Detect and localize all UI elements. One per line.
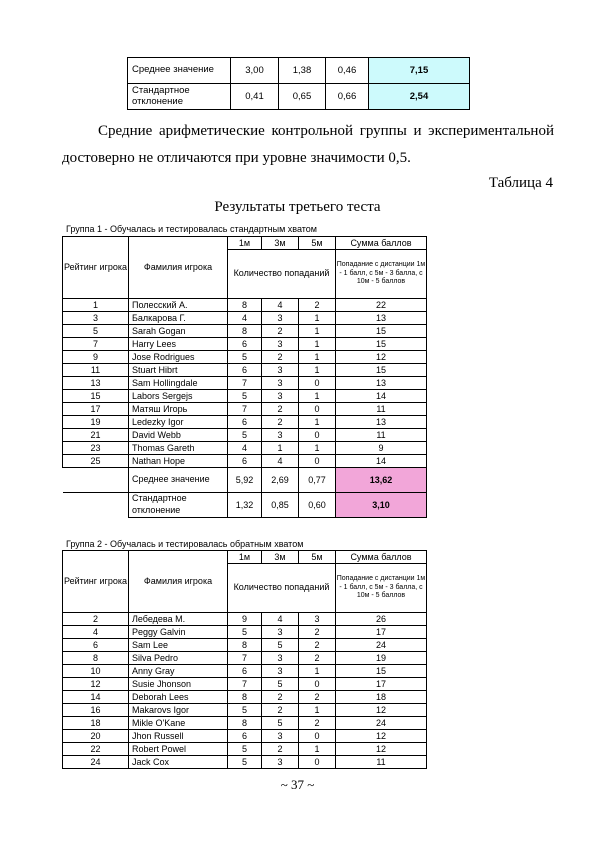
- table-row: [63, 416, 427, 429]
- header-1m: 1м: [228, 237, 262, 250]
- hits-1m-cell: 5: [228, 390, 262, 403]
- player-name-cell: Ledezky Igor: [129, 416, 228, 429]
- rank-cell: 10: [63, 665, 129, 678]
- header-hits: Количество попаданий: [228, 250, 336, 299]
- header-rank: Рейтинг игрока: [63, 551, 129, 613]
- hits-5m-cell: 1: [299, 442, 336, 455]
- hits-1m-cell: 9: [228, 613, 262, 626]
- header-sum: Сумма баллов: [336, 237, 427, 250]
- hits-1m-cell: 6: [228, 665, 262, 678]
- table-row: [63, 743, 427, 756]
- hits-3m-cell: 3: [262, 756, 299, 769]
- group2-title: Группа 2 - Обучалась и тестировалась обратным хватом: [66, 539, 304, 549]
- hits-1m-cell: 6: [228, 416, 262, 429]
- hits-3m-cell: 4: [262, 455, 299, 468]
- header-3m: 3м: [262, 551, 299, 564]
- rank-cell: 6: [63, 639, 129, 652]
- hits-1m-cell: 6: [228, 364, 262, 377]
- hits-1m-cell: 4: [228, 312, 262, 325]
- player-name-cell: Полесский А.: [129, 299, 228, 312]
- hits-5m-cell: 2: [299, 299, 336, 312]
- hits-3m-cell: 4: [262, 299, 299, 312]
- sum-cell: 12: [336, 351, 427, 364]
- hits-5m-cell: 1: [299, 312, 336, 325]
- rank-cell: 18: [63, 717, 129, 730]
- hits-1m-cell: 5: [228, 626, 262, 639]
- rank-cell: 22: [63, 743, 129, 756]
- hits-3m-cell: 1: [262, 442, 299, 455]
- sum-cell: 12: [336, 704, 427, 717]
- group1-title: Группа 1 - Обучалась и тестировалась стандартным хватом: [66, 224, 317, 234]
- sum-cell: 12: [336, 743, 427, 756]
- hits-3m-cell: 3: [262, 730, 299, 743]
- hits-1m-cell: 5: [228, 351, 262, 364]
- sum-cell: 26: [336, 613, 427, 626]
- rank-cell: 8: [63, 652, 129, 665]
- header-row-distances: [63, 237, 427, 250]
- hits-3m-cell: 3: [262, 312, 299, 325]
- rank-cell: 16: [63, 704, 129, 717]
- stats-1m: 1,32: [228, 493, 262, 518]
- table-row: [63, 639, 427, 652]
- rank-cell: 19: [63, 416, 129, 429]
- hits-3m-cell: 2: [262, 351, 299, 364]
- hits-5m-cell: 1: [299, 416, 336, 429]
- player-name-cell: Sam Hollingdale: [129, 377, 228, 390]
- summary-label: Среднее значение: [128, 58, 231, 84]
- table-row: [63, 429, 427, 442]
- hits-5m-cell: 0: [299, 455, 336, 468]
- table-caption: Результаты третьего теста: [214, 199, 381, 215]
- hits-3m-cell: 5: [262, 639, 299, 652]
- stats-3m: 0,85: [262, 493, 299, 518]
- stats-1m: 5,92: [228, 468, 262, 493]
- table-row: [63, 730, 427, 743]
- table-row: [63, 312, 427, 325]
- hits-1m-cell: 7: [228, 652, 262, 665]
- hits-5m-cell: 1: [299, 704, 336, 717]
- stats-row: [63, 468, 427, 493]
- hits-3m-cell: 2: [262, 416, 299, 429]
- sum-cell: 19: [336, 652, 427, 665]
- hits-3m-cell: 5: [262, 678, 299, 691]
- player-name-cell: Stuart Hibrt: [129, 364, 228, 377]
- summary-total: 2,54: [369, 84, 470, 110]
- header-sum: Сумма баллов: [336, 551, 427, 564]
- header-5m: 5м: [299, 551, 336, 564]
- stats-5m: 0,60: [299, 493, 336, 518]
- rank-cell: 2: [63, 613, 129, 626]
- hits-3m-cell: 2: [262, 325, 299, 338]
- hits-5m-cell: 1: [299, 665, 336, 678]
- rank-cell: 25: [63, 455, 129, 468]
- player-name-cell: Peggy Galvin: [129, 626, 228, 639]
- rank-cell: 4: [63, 626, 129, 639]
- hits-5m-cell: 0: [299, 756, 336, 769]
- header-rank: Рейтинг игрока: [63, 237, 129, 299]
- hits-5m-cell: 3: [299, 613, 336, 626]
- hits-3m-cell: 5: [262, 717, 299, 730]
- player-name-cell: Makarovs Igor: [129, 704, 228, 717]
- page-number: ~ 37 ~: [280, 777, 315, 792]
- summary-value-5m: 0,46: [326, 58, 369, 84]
- table-row: [63, 390, 427, 403]
- hits-5m-cell: 0: [299, 429, 336, 442]
- hits-5m-cell: 2: [299, 717, 336, 730]
- summary-total: 7,15: [369, 58, 470, 84]
- player-name-cell: Лебедева М.: [129, 613, 228, 626]
- header-hits: Количество попаданий: [228, 564, 336, 613]
- hits-1m-cell: 5: [228, 429, 262, 442]
- hits-1m-cell: 6: [228, 730, 262, 743]
- sum-cell: 15: [336, 325, 427, 338]
- hits-1m-cell: 8: [228, 691, 262, 704]
- hits-1m-cell: 5: [228, 743, 262, 756]
- hits-5m-cell: 1: [299, 743, 336, 756]
- hits-3m-cell: 3: [262, 390, 299, 403]
- paragraph-line-2: достоверно не отличаются при уровне значимости 0,5.: [62, 150, 411, 166]
- table-row: [63, 299, 427, 312]
- rank-cell: 5: [63, 325, 129, 338]
- player-name-cell: Jack Cox: [129, 756, 228, 769]
- header-1m: 1м: [228, 551, 262, 564]
- summary-label: Стандартное отклонение: [128, 84, 231, 110]
- sum-cell: 17: [336, 678, 427, 691]
- sum-cell: 13: [336, 377, 427, 390]
- summary-value-1m: 3,00: [231, 58, 279, 84]
- hits-3m-cell: 2: [262, 704, 299, 717]
- sum-cell: 24: [336, 639, 427, 652]
- summary-table: [127, 57, 470, 110]
- table-row: [63, 665, 427, 678]
- player-name-cell: Mikle O'Kane: [129, 717, 228, 730]
- player-name-cell: Nathan Hope: [129, 455, 228, 468]
- summary-row: [128, 84, 470, 110]
- rank-cell: 12: [63, 678, 129, 691]
- stats-5m: 0,77: [299, 468, 336, 493]
- hits-5m-cell: 2: [299, 626, 336, 639]
- hits-5m-cell: 0: [299, 730, 336, 743]
- hits-5m-cell: 2: [299, 639, 336, 652]
- summary-value-3m: 0,65: [279, 84, 326, 110]
- hits-1m-cell: 5: [228, 704, 262, 717]
- player-name-cell: Jhon Russell: [129, 730, 228, 743]
- stats-label: Стандартное отклонение: [129, 493, 228, 518]
- hits-1m-cell: 6: [228, 338, 262, 351]
- hits-3m-cell: 3: [262, 338, 299, 351]
- rank-cell: 20: [63, 730, 129, 743]
- table-row: [63, 717, 427, 730]
- rank-cell: 13: [63, 377, 129, 390]
- player-name-cell: Матяш Игорь: [129, 403, 228, 416]
- hits-5m-cell: 0: [299, 678, 336, 691]
- sum-cell: 11: [336, 756, 427, 769]
- header-scoring: Попадание с дистанции 1м - 1 балл, с 5м - 3 балла, с 10м - 5 баллов: [336, 564, 427, 613]
- hits-1m-cell: 6: [228, 455, 262, 468]
- stats-label: Среднее значение: [129, 468, 228, 493]
- table-row: [63, 613, 427, 626]
- hits-5m-cell: 1: [299, 351, 336, 364]
- sum-cell: 24: [336, 717, 427, 730]
- stats-row: [63, 493, 427, 518]
- hits-1m-cell: 8: [228, 639, 262, 652]
- rank-cell: 3: [63, 312, 129, 325]
- hits-5m-cell: 1: [299, 325, 336, 338]
- header-5m: 5м: [299, 237, 336, 250]
- sum-cell: 14: [336, 390, 427, 403]
- rank-cell: 1: [63, 299, 129, 312]
- table-row: [63, 626, 427, 639]
- header-name: Фамилия игрока: [129, 237, 228, 299]
- hits-3m-cell: 2: [262, 743, 299, 756]
- sum-cell: 14: [336, 455, 427, 468]
- sum-cell: 11: [336, 429, 427, 442]
- player-name-cell: Jose Rodrigues: [129, 351, 228, 364]
- hits-5m-cell: 2: [299, 652, 336, 665]
- sum-cell: 12: [336, 730, 427, 743]
- hits-3m-cell: 2: [262, 691, 299, 704]
- sum-cell: 18: [336, 691, 427, 704]
- hits-5m-cell: 1: [299, 390, 336, 403]
- hits-1m-cell: 7: [228, 403, 262, 416]
- group1-table: [62, 236, 427, 518]
- hits-5m-cell: 0: [299, 377, 336, 390]
- sum-cell: 15: [336, 338, 427, 351]
- hits-1m-cell: 5: [228, 756, 262, 769]
- rank-cell: 17: [63, 403, 129, 416]
- table-row: [63, 442, 427, 455]
- stats-sum: 3,10: [336, 493, 427, 518]
- sum-cell: 11: [336, 403, 427, 416]
- hits-1m-cell: 7: [228, 377, 262, 390]
- table-row: [63, 338, 427, 351]
- rank-cell: 24: [63, 756, 129, 769]
- stats-3m: 2,69: [262, 468, 299, 493]
- player-name-cell: David Webb: [129, 429, 228, 442]
- player-name-cell: Robert Powel: [129, 743, 228, 756]
- empty-cell: [63, 493, 129, 518]
- player-name-cell: Балкарова Г.: [129, 312, 228, 325]
- hits-3m-cell: 3: [262, 429, 299, 442]
- summary-row: [128, 58, 470, 84]
- sum-cell: 15: [336, 665, 427, 678]
- hits-5m-cell: 1: [299, 364, 336, 377]
- table-row: [63, 403, 427, 416]
- player-name-cell: Silva Pedro: [129, 652, 228, 665]
- hits-1m-cell: 7: [228, 678, 262, 691]
- rank-cell: 11: [63, 364, 129, 377]
- rank-cell: 23: [63, 442, 129, 455]
- table-row: [63, 756, 427, 769]
- player-name-cell: Labors Sergejs: [129, 390, 228, 403]
- player-name-cell: Susie Jhonson: [129, 678, 228, 691]
- table-row: [63, 455, 427, 468]
- player-name-cell: Deborah Lees: [129, 691, 228, 704]
- header-row-distances: [63, 551, 427, 564]
- hits-3m-cell: 4: [262, 613, 299, 626]
- stats-sum: 13,62: [336, 468, 427, 493]
- table-row: [63, 377, 427, 390]
- rank-cell: 21: [63, 429, 129, 442]
- player-name-cell: Thomas Gareth: [129, 442, 228, 455]
- paragraph-line-1: Средние арифметические контрольной группы и экспериментальной: [98, 123, 554, 139]
- table-row: [63, 351, 427, 364]
- table-row: [63, 691, 427, 704]
- empty-cell: [63, 468, 129, 493]
- sum-cell: 15: [336, 364, 427, 377]
- hits-5m-cell: 2: [299, 691, 336, 704]
- table-row: [63, 364, 427, 377]
- table-row: [63, 678, 427, 691]
- player-name-cell: Sarah Gogan: [129, 325, 228, 338]
- sum-cell: 22: [336, 299, 427, 312]
- hits-3m-cell: 3: [262, 626, 299, 639]
- rank-cell: 7: [63, 338, 129, 351]
- hits-1m-cell: 8: [228, 299, 262, 312]
- hits-5m-cell: 0: [299, 403, 336, 416]
- group2-table: [62, 550, 427, 769]
- header-name: Фамилия игрока: [129, 551, 228, 613]
- header-scoring: Попадание с дистанции 1м - 1 балл, с 5м - 3 балла, с 10м - 5 баллов: [336, 250, 427, 299]
- hits-3m-cell: 3: [262, 364, 299, 377]
- hits-3m-cell: 2: [262, 403, 299, 416]
- table-row: [63, 652, 427, 665]
- player-name-cell: Sam Lee: [129, 639, 228, 652]
- table-row: [63, 704, 427, 717]
- hits-3m-cell: 3: [262, 665, 299, 678]
- sum-cell: 13: [336, 416, 427, 429]
- hits-3m-cell: 3: [262, 377, 299, 390]
- rank-cell: 14: [63, 691, 129, 704]
- rank-cell: 15: [63, 390, 129, 403]
- hits-1m-cell: 8: [228, 325, 262, 338]
- table-row: [63, 325, 427, 338]
- sum-cell: 13: [336, 312, 427, 325]
- hits-3m-cell: 3: [262, 652, 299, 665]
- summary-value-5m: 0,66: [326, 84, 369, 110]
- table-number: Таблица 4: [488, 175, 553, 191]
- summary-value-3m: 1,38: [279, 58, 326, 84]
- sum-cell: 17: [336, 626, 427, 639]
- sum-cell: 9: [336, 442, 427, 455]
- summary-value-1m: 0,41: [231, 84, 279, 110]
- hits-5m-cell: 1: [299, 338, 336, 351]
- player-name-cell: Harry Lees: [129, 338, 228, 351]
- header-3m: 3м: [262, 237, 299, 250]
- hits-1m-cell: 8: [228, 717, 262, 730]
- hits-1m-cell: 4: [228, 442, 262, 455]
- rank-cell: 9: [63, 351, 129, 364]
- player-name-cell: Anny Gray: [129, 665, 228, 678]
